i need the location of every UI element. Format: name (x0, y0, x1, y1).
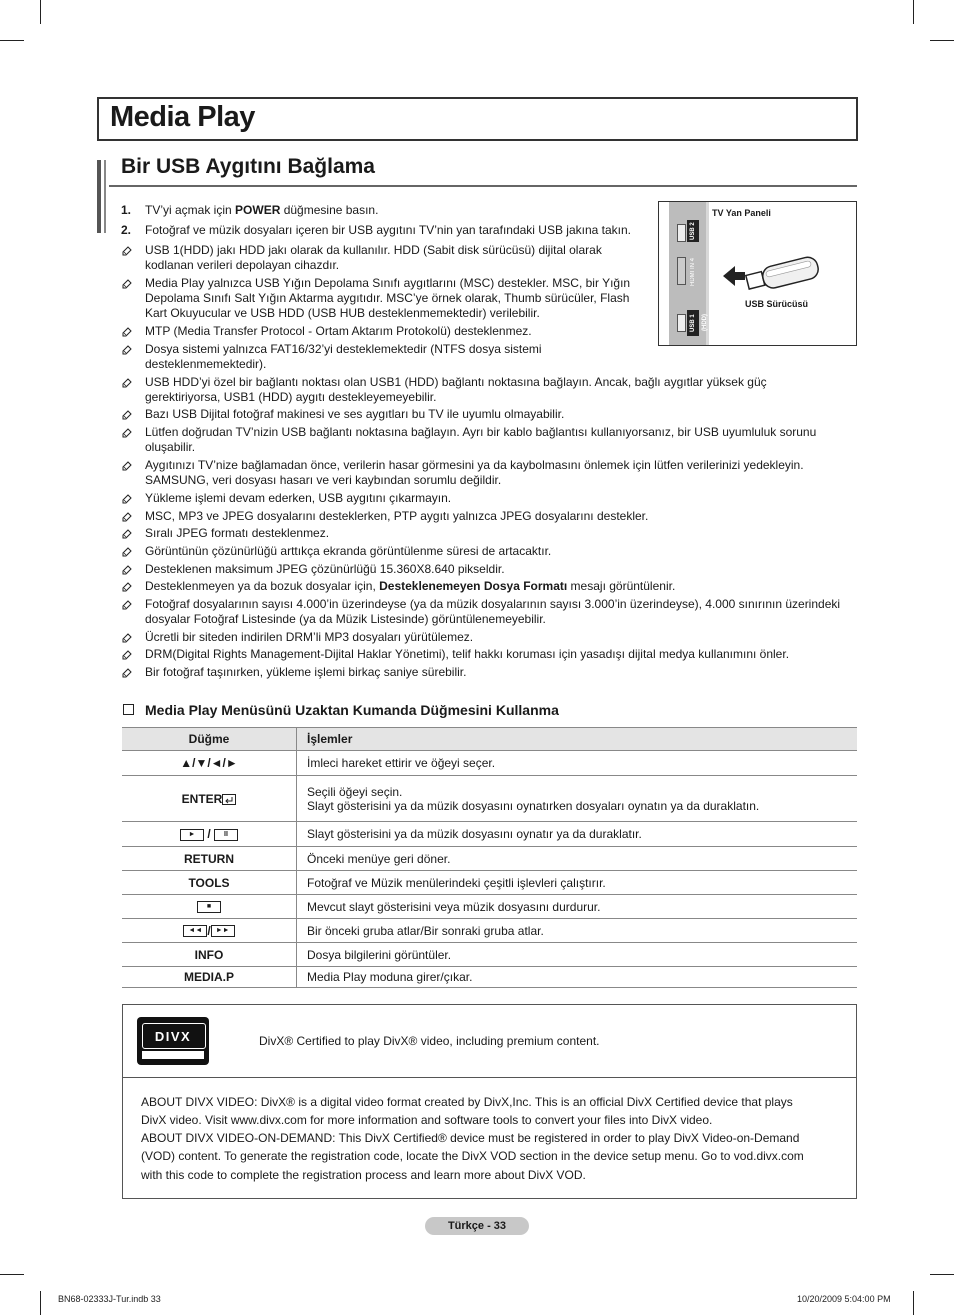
note-text: Dosya sistemi yalnızca FAT16/32’yi desteklemektedir (NTFS dosya sistemi (145, 342, 542, 356)
note-icon (122, 494, 132, 504)
step-text-part: düğmesine basın. (280, 203, 379, 217)
step-number: 2. (121, 223, 132, 237)
key-stop (122, 895, 297, 919)
subheading: Media Play Menüsünü Uzaktan Kumanda Düğmesini Kullanma (145, 702, 559, 718)
note-text: Desteklenmeyen ya da bozuk dosyalar için, Desteklenemeyen Dosya Formatı mesajı görüntülenir. (145, 579, 676, 593)
note-text: USB 1(HDD) jakı HDD jakı olarak da kullanılır. HDD (Sabit disk sürücüsü) dijital olarak (145, 243, 602, 257)
tv-panel-label: TV Yan Paneli (712, 208, 771, 218)
usb2-port (677, 224, 686, 242)
crop-mark (0, 40, 24, 41)
divx-logo (137, 1017, 209, 1065)
key-arrows: ▲/▼/◄/► (122, 751, 297, 776)
page-number: Türkçe - 33 (425, 1217, 529, 1235)
note-text: MSC, MP3 ve JPEG dosyalarını desteklerken, PTP aygıtı yalnızca JPEG dosyalarını destekler. (145, 509, 649, 523)
note-text: Desteklenen maksimum JPEG çözünürlüğü 15.360X8.640 pikseldir. (145, 562, 505, 576)
usb1-port (677, 314, 686, 332)
tv-side-panel-figure (658, 201, 857, 346)
divx-divider (123, 1077, 856, 1078)
key-description: Dosya bilgilerini görüntüler. (297, 943, 858, 967)
note-text: Media Play yalnızca USB Yığın Depolama Sınıfı aygıtlarını (MSC) destekler. MSC, bir Yığın (145, 276, 631, 290)
usb-drive-icon (721, 250, 821, 298)
note-icon (122, 633, 132, 643)
key-description (297, 776, 858, 822)
section-title: Bir USB Aygıtını Bağlama (121, 155, 375, 178)
note-text: kodlanan verileri depolayan cihazdır. (145, 258, 340, 272)
divx-about-line: ABOUT DIVX VIDEO-ON-DEMAND: This DivX Certified® device must be registered in order to play DivX Video-on-Demand (141, 1131, 800, 1145)
table-row (122, 847, 857, 871)
crop-mark (0, 1274, 24, 1275)
note-icon (122, 410, 132, 420)
crop-mark (40, 1291, 41, 1315)
table-row (122, 895, 857, 919)
key-description: İmleci hareket ettirir ve öğeyi seçer. (297, 751, 858, 776)
hdmi-label: HDMI IN 4 (690, 258, 696, 287)
step-text-part: TV’yi açmak için (145, 203, 236, 217)
divx-logo-text: DIVX (154, 1029, 192, 1044)
description-line: Slayt gösterisini ya da müzik dosyasını oynatırken dosyaları oynatın ya da duraklatın. (307, 798, 760, 813)
note-icon (122, 668, 132, 678)
note-text: desteklenmemektedir). (145, 357, 267, 371)
key-info: INFO (122, 943, 297, 967)
imprint-file: BN68-02333J-Tur.indb 33 (58, 1294, 161, 1304)
note-text: oluşabilir. (145, 440, 196, 454)
key-description: Slayt gösterisini ya da müzik dosyasını oynatır ya da duraklatır. (297, 822, 858, 847)
note-text: Depolama Sınıfı Salt Yığın Aktarma aygıtıdır. MSC’ye örnek olarak, Thumb sürücüler, Flash (145, 291, 630, 305)
page-title-box (97, 97, 858, 141)
note-text: Bazı USB Dijital fotoğraf makinesi ve ses aygıtları bu TV ile uyumlu olmayabilir. (145, 407, 565, 421)
note-icon (122, 378, 132, 388)
divx-logo-mark (137, 1017, 209, 1065)
key-description: Bir önceki gruba atlar/Bir sonraki gruba atlar. (297, 919, 858, 943)
divx-about-line: ABOUT DIVX VIDEO: DivX® is a digital video format created by DivX,Inc. This is an official DivX Certified device that plays (141, 1095, 793, 1109)
key-description: Önceki menüye geri döner. (297, 847, 858, 871)
divx-certified-text: DivX® Certified to play DivX® video, including premium content. (259, 1034, 600, 1048)
key-tools: TOOLS (122, 871, 297, 895)
note-icon (122, 512, 132, 522)
key-enter (122, 776, 297, 822)
note-text: Yükleme işlemi devam ederken, USB aygıtını çıkarmayın. (145, 491, 452, 505)
key-return: RETURN (122, 847, 297, 871)
play-icon: ► (180, 829, 204, 841)
crop-mark (40, 0, 41, 24)
divx-about-line: DivX video. Visit www.divx.com for more information and software tools to convert your files into DivX video. (141, 1113, 713, 1127)
key-description: Fotoğraf ve Müzik menülerindeki çeşitli işlevleri çalıştırır. (297, 871, 858, 895)
table-row (122, 822, 857, 847)
table-row (122, 871, 857, 895)
step-text (145, 203, 378, 218)
description-line: Seçili öğeyi seçin. (307, 784, 403, 799)
note-icon (122, 461, 132, 471)
note-text: Lütfen doğrudan TV’nizin USB bağlantı noktasına bağlayın. Ayrı bir kablo bağlantısı kullanıyorsanız, bir USB uyumluluk sorunu (145, 425, 817, 439)
table-row (122, 751, 857, 776)
pause-icon: II (214, 829, 238, 841)
note-text: Aygıtınızı TV’nize bağlamadan önce, verilerin hasar görmesini ya da kaybolmasını önlemek için lütfen verilerinizi yedekleyin. (145, 458, 804, 472)
key-media-p: MEDIA.P (122, 967, 297, 988)
note-text: Ücretli bir siteden indirilen DRM’li MP3 dosyaları yürütülemez. (145, 630, 474, 644)
note-text: Kart Okuyucular ve USB HDD (USB HUB desteklenmemektedir) verilebilir. (145, 306, 540, 320)
note-text: Bir fotoğraf taşınırken, yükleme işlemi birkaç saniye sürebilir. (145, 665, 467, 679)
note-icon (122, 650, 132, 660)
note-text: Görüntünün çözünürlüğü arttıkça ekranda görüntülenme süresi de artacaktır. (145, 544, 552, 558)
note-text: Fotoğraf dosyalarının sayısı 4.000’in üzerindeyse (ya da müzik dosyalarının sayısı 3.000’in üzerindeyse), 4.000 sınırının üzerindeki (145, 597, 841, 611)
divx-about-line: with this code to complete the registration process and learn more about DivX VOD. (141, 1168, 586, 1182)
note-text: DRM(Digital Rights Management-Dijital Haklar Yönetimi), telif hakkı koruması için yasadışı dijital medya kullanımını önler. (145, 647, 790, 661)
page-title: Media Play (110, 101, 255, 133)
usb-drive-label: USB Sürücüsü (745, 299, 809, 309)
note-icon (122, 600, 132, 610)
rewind-icon: ◄◄ (183, 925, 207, 937)
key-description: Mevcut slayt gösterisini veya müzik dosyasını durdurur. (297, 895, 858, 919)
note-text: Sıralı JPEG formatı desteklenmez. (145, 526, 330, 540)
table-row (122, 967, 857, 988)
column-header-operations: İşlemler (297, 728, 858, 751)
key-rew-ff: ◄◄ / ►► (122, 919, 297, 943)
remote-keys-table (122, 727, 857, 988)
note-text: MTP (Media Transfer Protocol - Ortam Aktarım Protokolü) desteklenmez. (145, 324, 532, 338)
usb2-label: USB 2 (687, 220, 699, 242)
enter-icon (222, 794, 236, 805)
table-row (122, 919, 857, 943)
note-icon (122, 582, 132, 592)
step-text: Fotoğraf ve müzik dosyaları içeren bir USB aygıtını TV’nin yan tarafındaki USB jakına takın. (145, 223, 632, 237)
note-icon (122, 547, 132, 557)
fast-forward-icon: ►► (211, 925, 235, 937)
power-button-label: POWER (235, 203, 281, 217)
note-icon (122, 279, 132, 289)
section-divider (109, 185, 857, 187)
key-description: Media Play moduna girer/çıkar. (297, 967, 858, 988)
divx-about-line: (VOD) content. To generate the registration code, locate the DivX VOD section in the device setup menu. Go to vod.divx.com (141, 1149, 804, 1163)
note-text: dosyalar Fotoğraf Listesinde (ya da Müzik Listesinde) görüntülenemeyebilir. (145, 612, 546, 626)
stop-icon: ■ (197, 901, 221, 913)
note-icon (122, 428, 132, 438)
checkbox-icon (123, 704, 134, 715)
note-icon (122, 565, 132, 575)
crop-mark (913, 0, 914, 24)
note-text: SAMSUNG, veri dosyası hasarı ve veri kaybından sorumlu değildir. (145, 473, 502, 487)
divx-notice-box (122, 1004, 857, 1199)
key-play-pause: ► / II (122, 822, 297, 847)
hdmi-port (677, 257, 686, 285)
table-row (122, 776, 857, 822)
crop-mark (913, 1291, 914, 1315)
column-header-button: Düğme (122, 728, 297, 751)
crop-mark (930, 1274, 954, 1275)
note-icon (122, 529, 132, 539)
table-row (122, 943, 857, 967)
note-icon (122, 246, 132, 256)
note-text: USB HDD’yi özel bir bağlantı noktası olan USB1 (HDD) bağlantı noktasına bağlayın. Ancak, bağlı aygıtlar yüksek güç (145, 375, 767, 389)
note-icon (122, 327, 132, 337)
usb1-label: USB 1 (HDD) (687, 310, 699, 336)
crop-mark (930, 40, 954, 41)
imprint-date: 10/20/2009 5:04:00 PM (797, 1294, 891, 1304)
note-icon (122, 345, 132, 355)
table-header-row (122, 728, 857, 751)
step-number: 1. (121, 203, 132, 217)
enter-label: ENTER (181, 791, 223, 806)
note-text: gerektiriyorsa, USB1 (HDD) aygıtı destekleyemeyebilir. (145, 390, 437, 404)
